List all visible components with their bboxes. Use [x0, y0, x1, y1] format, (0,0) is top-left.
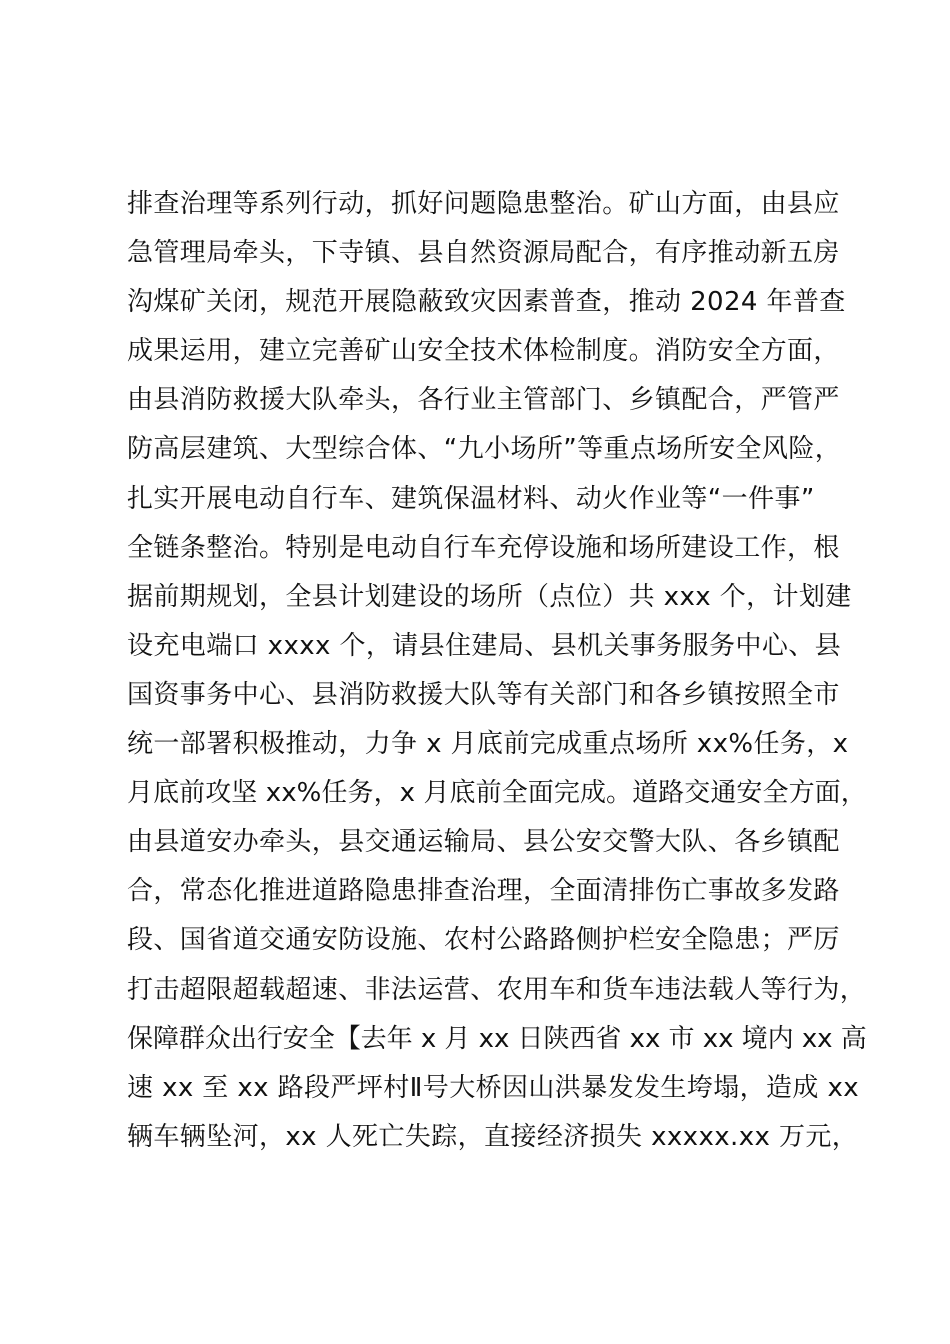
- text-line: 据前期规划，全县计划建设的场所（点位）共 xxx 个，计划建: [127, 581, 852, 612]
- text-line: 急管理局牵头，下寺镇、县自然资源局配合，有序推动新五房: [127, 238, 840, 269]
- text-line: 由县消防救援大队牵头，各行业主管部门、乡镇配合，严管严: [127, 385, 840, 416]
- text-line: 全链条整治。特别是电动自行车充停设施和场所建设工作，根: [127, 532, 840, 563]
- text-line: 防高层建筑、大型综合体、“九小场所”等重点场所安全风险，: [127, 434, 842, 465]
- text-line: 统一部署积极推动，力争 x 月底前完成重点场所 xx%任务，x: [127, 729, 849, 760]
- text-line: 打击超限超载超速、非法运营、农用车和货车违法载人等行为，: [127, 974, 867, 1005]
- text-line: 保障群众出行安全【去年 x 月 xx 日陕西省 xx 市 xx 境内 xx 高: [127, 1023, 867, 1054]
- text-line: 速 xx 至 xx 路段严坪村Ⅱ号大桥因山洪暴发发生垮塌，造成 xx: [127, 1072, 860, 1103]
- text-line: 由县道安办牵头，县交通运输局、县公安交警大队、各乡镇配: [127, 827, 840, 858]
- text-line: 段、国省道交通安防设施、农村公路路侧护栏安全隐患；严厉: [127, 925, 840, 956]
- text-line: 排查治理等系列行动，抓好问题隐患整治。矿山方面，由县应: [127, 189, 840, 219]
- body-paragraph: [127, 180, 867, 1162]
- text-line: 月底前攻坚 xx%任务，x 月底前全面完成。道路交通安全方面，: [127, 778, 867, 809]
- text-line: 设充电端口 xxxx 个，请县住建局、县机关事务服务中心、县: [127, 630, 842, 661]
- text-line: 成果运用，建立完善矿山安全技术体检制度。消防安全方面，: [127, 336, 840, 367]
- text-line: 国资事务中心、县消防救援大队等有关部门和各乡镇按照全市: [127, 679, 840, 710]
- text-line: 合，常态化推进道路隐患排查治理，全面清排伤亡事故多发路: [127, 876, 840, 907]
- text-line: 辆车辆坠河，xx 人死亡失踪，直接经济损失 xxxxx.xx 万元，: [127, 1121, 859, 1152]
- text-line: 沟煤矿关闭，规范开展隐蔽致灾因素普查，推动 2024 年普查: [127, 287, 846, 318]
- text-line: 扎实开展电动自行车、建筑保温材料、动火作业等“一件事”: [127, 483, 815, 514]
